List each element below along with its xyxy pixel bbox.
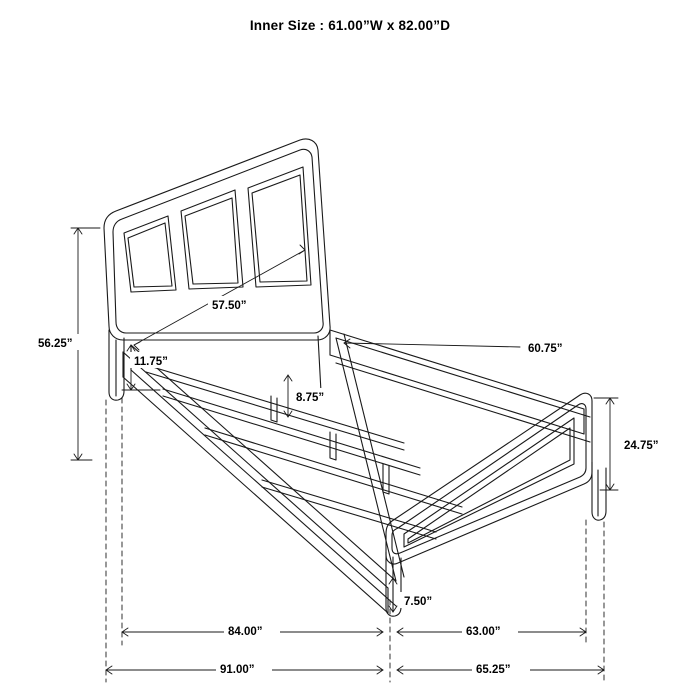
dimension-label-65-25: 65.25”	[476, 664, 511, 676]
extension-guides	[106, 398, 604, 682]
dimension-label-56-25: 56.25”	[38, 338, 73, 350]
dimension-label-91-00: 91.00”	[220, 664, 255, 676]
dimension-label-24-75: 24.75”	[624, 440, 659, 452]
dimension-label-84-00: 84.00”	[228, 626, 263, 638]
dimension-label-60-75: 60.75”	[528, 343, 563, 355]
dimension-label-57-50: 57.50”	[212, 300, 247, 312]
headboard-panels	[124, 167, 311, 292]
dimension-label-7-50: 7.50”	[404, 596, 433, 608]
footboard	[386, 390, 606, 616]
dimension-label-8-75: 8.75”	[296, 392, 325, 404]
page-title: Inner Size : 61.00”W x 82.00”D	[249, 18, 451, 33]
bed-frame-rails	[123, 330, 590, 613]
dimension-label-63-00: 63.00”	[466, 626, 501, 638]
slats	[163, 389, 510, 551]
dimension-label-11-75: 11.75”	[134, 356, 168, 368]
